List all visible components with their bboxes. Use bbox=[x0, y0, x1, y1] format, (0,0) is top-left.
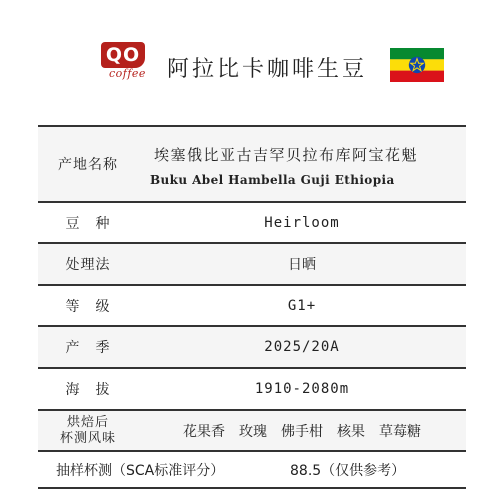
variety-value: Heirloom bbox=[264, 214, 340, 231]
table-row-altitude bbox=[38, 369, 466, 411]
flavor-label-line1: 烘焙后 bbox=[66, 414, 109, 430]
logo-badge: QO bbox=[101, 42, 145, 68]
origin-value-en: Buku Abel Hambella Guji Ethiopia bbox=[150, 173, 395, 187]
altitude-value: 1910-2080m bbox=[254, 381, 350, 397]
flavor-label bbox=[38, 411, 138, 450]
ethiopia-flag-icon bbox=[390, 48, 444, 82]
score-label: 抽样杯测（SCA标准评分） bbox=[56, 462, 225, 479]
table-row-process bbox=[38, 244, 466, 286]
origin-label: 产地名称 bbox=[58, 157, 118, 173]
table-row-origin bbox=[38, 127, 466, 203]
header bbox=[0, 0, 500, 100]
season-label: 产 季 bbox=[65, 340, 111, 356]
table-row-season bbox=[38, 327, 466, 369]
process-label: 处理法 bbox=[65, 257, 111, 273]
table-row-grade bbox=[38, 286, 466, 327]
logo-subtext: coffee bbox=[109, 67, 146, 80]
variety-label: 豆 种 bbox=[65, 215, 111, 232]
altitude-label: 海 拔 bbox=[65, 382, 111, 398]
table-row-variety bbox=[38, 203, 466, 244]
page-title: 阿拉比卡咖啡生豆 bbox=[167, 57, 368, 82]
season-value: 2025/20A bbox=[264, 339, 340, 355]
flavor-value: 花果香 玫瑰 佛手柑 核果 草莓糖 bbox=[183, 423, 421, 440]
table-row-score bbox=[38, 452, 466, 489]
origin-value-cn: 埃塞俄比亚古吉罕贝拉布库阿宝花魁 bbox=[154, 146, 419, 164]
score-value: 88.5（仅供参考） bbox=[290, 462, 406, 479]
grade-label: 等 级 bbox=[65, 298, 111, 315]
spec-table bbox=[38, 125, 466, 489]
process-value: 日晒 bbox=[288, 257, 316, 273]
table-row-flavor bbox=[38, 411, 466, 452]
brand-logo bbox=[101, 42, 157, 86]
grade-value: G1+ bbox=[287, 297, 317, 314]
flavor-label-line2: 杯测风味 bbox=[59, 430, 116, 446]
